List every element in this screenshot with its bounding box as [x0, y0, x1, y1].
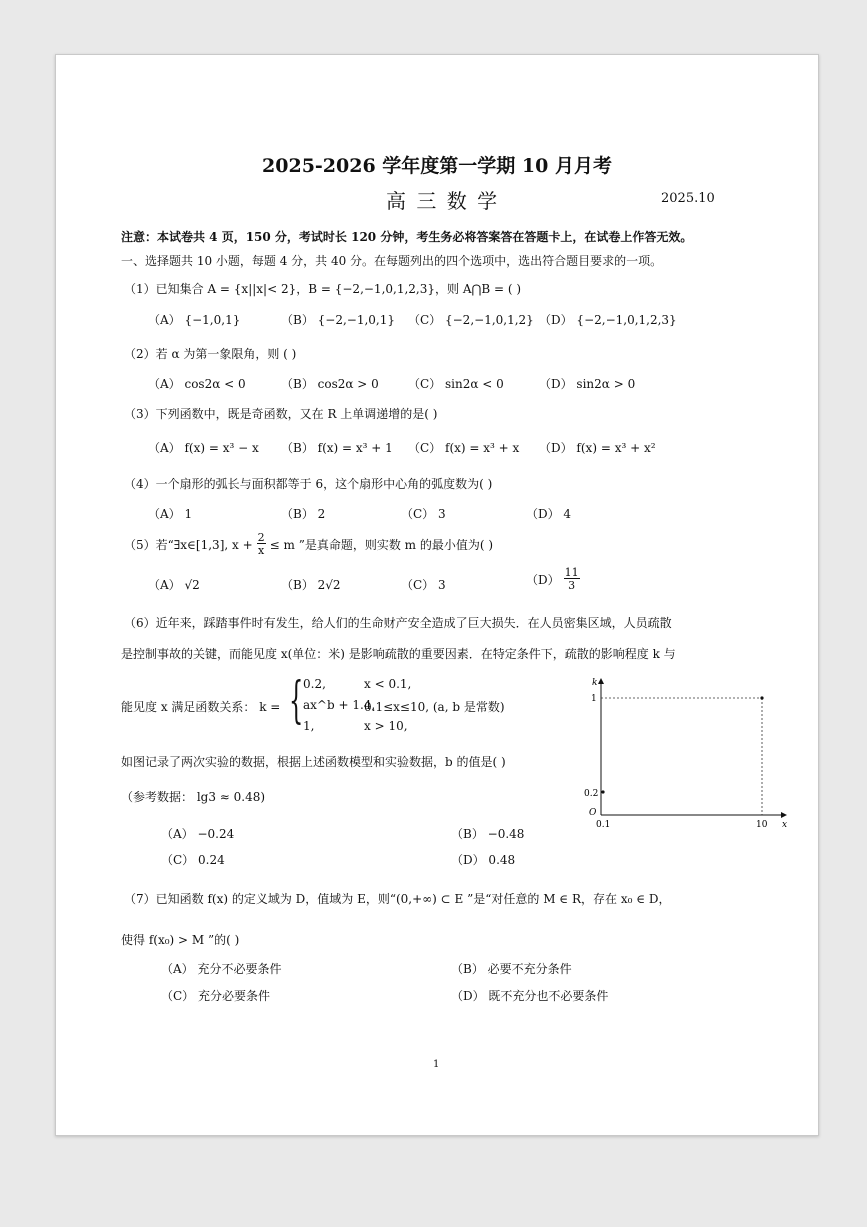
- q7-option-c: （C） 充分必要条件: [161, 989, 270, 1003]
- piecewise-brace: {: [289, 671, 304, 729]
- q7-line-1: （7）已知函数 f(x) 的定义域为 D，值域为 E，则“(0,+∞) ⊂ E ”是“对任意的 M ∈ R，存在 x₀ ∈ D，: [124, 892, 671, 906]
- q5-stem: [124, 532, 493, 556]
- q6-reference-data: （参考数据： lg3 ≈ 0.48): [121, 790, 266, 804]
- q4-option-b: （B） 2: [281, 507, 326, 521]
- origin-label: O: [589, 808, 597, 818]
- q6-case-3-cond: x > 10,: [364, 719, 408, 733]
- q5-option-d-fraction: [564, 567, 580, 591]
- q6-option-d: （D） 0.48: [451, 853, 516, 867]
- q6-case-2-cond: 0.1≤x≤10, (a, b 是常数): [364, 700, 505, 714]
- exam-date: 2025.10: [661, 191, 715, 206]
- q3-option-b: （B） f(x) = x³ + 1: [281, 441, 393, 455]
- q6-case-1-expr: 0.2,: [303, 677, 326, 691]
- subject-title: 高 三 数 学: [386, 189, 500, 213]
- q5-option-d-label: （D）: [526, 572, 560, 587]
- q1-option-d: （D） {−2,−1,0,1,2,3}: [539, 313, 677, 327]
- exam-page: [55, 54, 819, 1136]
- q6-option-b: （B） −0.48: [451, 827, 525, 841]
- q4-option-c: （C） 3: [401, 507, 446, 521]
- exam-notice: 注意：本试卷共 4 页，150 分，考试时长 120 分钟，考生务必将答案答在答题卡上，在试卷上作答无效。: [121, 230, 693, 244]
- q5-fraction-denominator: x: [258, 544, 265, 557]
- q7-option-a: （A） 充分不必要条件: [161, 962, 282, 976]
- exam-title: 2025-2026 学年度第一学期 10 月月考: [262, 155, 612, 177]
- q5-fraction-numerator: 2: [257, 531, 265, 544]
- q3-stem: （3）下列函数中，既是奇函数，又在 R 上单调递增的是( ): [124, 407, 438, 421]
- q5-fraction: [257, 532, 266, 556]
- q6-case-3-expr: 1,: [303, 719, 315, 733]
- x-tick-10: 10: [756, 820, 768, 830]
- q2-option-b: （B） cos2α > 0: [281, 377, 379, 391]
- q5-stem-end: ≤ m ”是真命题，则实数 m 的最小值为( ): [269, 537, 494, 552]
- q5-option-c: （C） 3: [401, 578, 446, 592]
- q7-line-2: 使得 f(x₀) > M ”的( ): [121, 933, 240, 947]
- q2-option-a: （A） cos2α < 0: [148, 377, 246, 391]
- q6-case-2-expr: ax^b + 1.4,: [303, 698, 376, 712]
- q5-option-d: [526, 567, 580, 591]
- q1-stem: （1）已知集合 A = {x||x|< 2}，B = {−2,−1,0,1,2,3}，则 A⋂B = ( ): [124, 282, 522, 296]
- q6-graph: [581, 675, 791, 830]
- q6-function-intro: 能见度 x 满足函数关系： k =: [121, 700, 281, 714]
- q1-option-b: （B） {−2,−1,0,1}: [281, 313, 395, 327]
- q2-option-c: （C） sin2α < 0: [408, 377, 504, 391]
- q3-option-d: （D） f(x) = x³ + x²: [539, 441, 656, 455]
- q5-option-d-numerator: 11: [564, 566, 579, 579]
- q2-option-d: （D） sin2α > 0: [539, 377, 636, 391]
- q7-option-d: （D） 既不充分也不必要条件: [451, 989, 609, 1003]
- q1-option-a: （A） {−1,0,1}: [148, 313, 241, 327]
- q6-line-1: （6）近年来，踩踏事件时有发生，给人们的生命财产安全造成了巨大损失．在人员密集区域，人员疏散: [124, 616, 672, 630]
- q2-stem: （2）若 α 为第一象限角，则 ( ): [124, 347, 297, 361]
- y-axis-arrow: [598, 678, 604, 684]
- q5-option-b: （B） 2√2: [281, 578, 341, 592]
- q5-option-d-denominator: 3: [568, 579, 576, 592]
- x-axis-arrow: [781, 812, 787, 818]
- x-tick-0.1: 0.1: [596, 820, 611, 830]
- y-tick-1: 1: [591, 694, 597, 704]
- q5-option-a: （A） √2: [148, 578, 200, 592]
- q4-stem: （4）一个扇形的弧长与面积都等于 6，这个扇形中心角的弧度数为( ): [124, 477, 493, 491]
- q6-option-c: （C） 0.24: [161, 853, 225, 867]
- q3-option-a: （A） f(x) = x³ − x: [148, 441, 259, 455]
- page-number: 1: [433, 1059, 440, 1070]
- data-point-10-1: [760, 696, 763, 699]
- x-axis-label: x: [782, 820, 788, 830]
- q5-stem-start: （5）若“∃x∈[1,3], x +: [124, 537, 253, 552]
- data-point-0.1-0.2: [601, 790, 604, 793]
- q6-case-1-cond: x < 0.1,: [364, 677, 412, 691]
- q6-option-a: （A） −0.24: [161, 827, 235, 841]
- y-axis-label: k: [592, 678, 598, 688]
- section-heading: 一、选择题共 10 小题，每题 4 分，共 40 分。在每题列出的四个选项中，选出符合题目要求的一项。: [121, 254, 663, 268]
- q1-option-c: （C） {−2,−1,0,1,2}: [408, 313, 534, 327]
- q4-option-a: （A） 1: [148, 507, 193, 521]
- q3-option-c: （C） f(x) = x³ + x: [408, 441, 520, 455]
- q4-option-d: （D） 4: [526, 507, 572, 521]
- y-tick-0.2: 0.2: [584, 789, 599, 799]
- q6-line-2: 是控制事故的关键，而能见度 x(单位：米) 是影响疏散的重要因素．在特定条件下，疏散的影响程度 k 与: [121, 647, 676, 661]
- q6-line-3: 如图记录了两次实验的数据，根据上述函数模型和实验数据，b 的值是( ): [121, 755, 506, 769]
- q7-option-b: （B） 必要不充分条件: [451, 962, 572, 976]
